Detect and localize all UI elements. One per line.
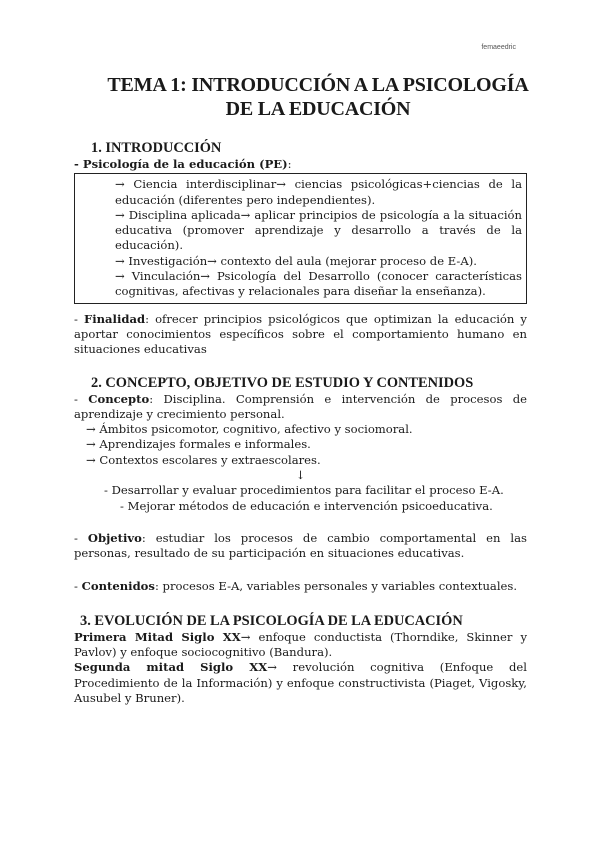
- down-arrow-icon: ↓: [295, 468, 306, 483]
- box-item: → Vinculación→ Psicología del Desarrollo (conocer características cognitivas, afectivas y relacionales para diseñar la enseñanza).: [115, 269, 522, 299]
- primera-mitad-label: Primera Mitad Siglo XX: [74, 629, 241, 644]
- objetivo-text: : estudiar los procesos de cambio comportamental en las personas, resultado de su participación en situaciones educativas.: [74, 530, 527, 561]
- section-3-heading: 3. EVOLUCIÓN DE LA PSICOLOGÍA DE LA EDUCACIÓN: [80, 612, 463, 629]
- page-title-line-2: DE LA EDUCACIÓN: [225, 98, 411, 120]
- contenidos-label: Contenidos: [81, 578, 155, 593]
- segunda-mitad-text: → revolución cognitiva (Enfoque del Procedimiento de la Información) y enfoque constructivista (Piaget, Vigosky, Ausubel y Bruner).: [74, 660, 527, 706]
- concept-arrow-item: → Aprendizajes formales e informales.: [86, 437, 311, 452]
- concept-arrow-item: → Ámbitos psicomotor, cognitivo, afectivo y sociomoral.: [86, 422, 413, 437]
- primera-mitad-text: → enfoque conductista (Thorndike, Skinner y Pavlov) y enfoque sociocognitivo (Bandura).: [74, 629, 527, 660]
- finalidad-text: : ofrecer principios psicológicos que optimizan la educación y aportar conocimientos específicos sobre el comportamiento humano en situaciones educativas: [74, 311, 527, 357]
- contenidos-paragraph: [74, 579, 527, 594]
- page-title: [98, 73, 538, 121]
- finalidad-label: Finalidad: [83, 311, 146, 326]
- objetivo-label: Objetivo: [87, 530, 142, 545]
- finalidad-prefix: -: [74, 311, 84, 326]
- box-item: → Disciplina aplicada→ aplicar principios de psicología a la situación educativa (promover aprendizaje y desarrollo a través de la educación).: [115, 207, 522, 253]
- concept-arrow-item: → Contextos escolares y extraescolares.: [86, 452, 321, 467]
- concepto-text: : Disciplina. Comprensión e intervención de procesos de aprendizaje y crecimiento personal.: [74, 391, 527, 421]
- pe-label: - Psicología de la educación (PE): [74, 157, 288, 171]
- contenidos-prefix: -: [74, 578, 82, 593]
- concepto-label: Concepto: [88, 391, 150, 406]
- pe-colon: :: [287, 157, 292, 171]
- objetivo-prefix: -: [74, 530, 88, 545]
- watermark: femaeedric: [481, 44, 516, 51]
- primera-mitad-paragraph: [74, 630, 527, 661]
- concepto-paragraph: [74, 392, 527, 423]
- page-title-line-1: TEMA 1: INTRODUCCIÓN A LA PSICOLOGÍA: [107, 74, 529, 96]
- segunda-mitad-paragraph: [74, 660, 527, 706]
- concepto-prefix: -: [74, 391, 89, 406]
- pe-characteristics-box: [74, 173, 527, 303]
- box-item: → Investigación→ contexto del aula (mejorar proceso de E-A).: [115, 253, 477, 268]
- section-2-heading: 2. CONCEPTO, OBJETIVO DE ESTUDIO Y CONTENIDOS: [91, 374, 474, 391]
- concept-dash-item: - Mejorar métodos de educación e intervención psicoeducativa.: [120, 498, 493, 513]
- pe-definition-label: [74, 157, 527, 172]
- box-item: → Ciencia interdisciplinar→ ciencias psicológicas+ciencias de la educación (diferentes pero independientes).: [115, 177, 522, 207]
- objetivo-paragraph: [74, 531, 527, 562]
- contenidos-text: : procesos E-A, variables personales y variables contextuales.: [154, 578, 518, 593]
- document-body: [74, 140, 527, 706]
- finalidad-paragraph: [74, 312, 527, 358]
- segunda-mitad-label: Segunda mitad Siglo XX: [74, 660, 268, 675]
- section-1-heading: 1. INTRODUCCIÓN: [91, 140, 222, 156]
- concept-dash-item: - Desarrollar y evaluar procedimientos para facilitar el proceso E-A.: [104, 483, 504, 498]
